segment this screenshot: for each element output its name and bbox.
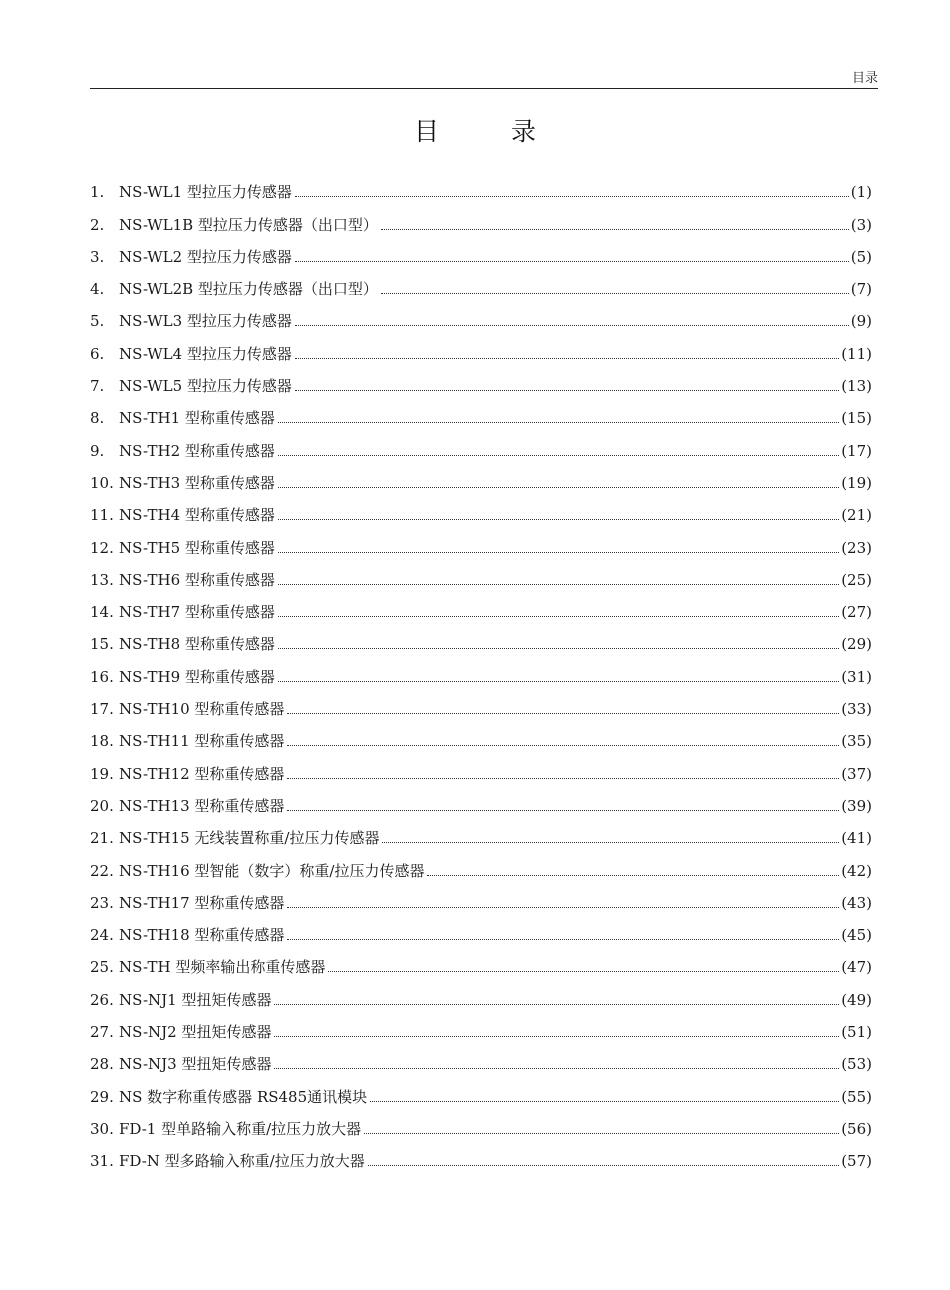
toc-entry[interactable] <box>90 752 872 784</box>
toc-entry-number: 16. <box>90 667 114 686</box>
toc-dot-leader <box>295 390 839 391</box>
toc-dot-leader <box>287 939 839 940</box>
toc-entry-title: NS-TH10 型称重传感器 <box>119 700 285 719</box>
toc-entry-title: FD-N 型多路输入称重/拉压力放大器 <box>119 1152 365 1171</box>
toc-entry-title: NS-TH17 型称重传感器 <box>119 893 285 912</box>
toc-entry-title: NS-WL5 型拉压力传感器 <box>119 377 292 396</box>
toc-dot-leader <box>278 422 839 423</box>
toc-entry-page: (33) <box>841 700 872 719</box>
toc-dot-leader <box>287 778 839 779</box>
toc-entry-page: (37) <box>841 764 872 783</box>
toc-entry-title: NS-TH18 型称重传感器 <box>119 926 285 945</box>
toc-entry-number: 11. <box>90 506 114 525</box>
toc-dot-leader <box>278 519 839 520</box>
toc-dot-leader <box>278 455 839 456</box>
toc-dot-leader <box>274 1004 839 1005</box>
toc-dot-leader <box>278 552 839 553</box>
toc-dot-leader <box>278 648 839 649</box>
toc-dot-leader <box>295 261 849 262</box>
toc-dot-leader <box>427 875 839 876</box>
toc-entry[interactable] <box>90 720 872 752</box>
toc-entry-title: NS-TH4 型称重传感器 <box>119 506 275 525</box>
toc-entry-number: 27. <box>90 1023 114 1042</box>
toc-entry-page: (3) <box>850 215 872 234</box>
toc-entry[interactable] <box>90 978 872 1010</box>
toc-entry-title: NS-TH13 型称重传感器 <box>119 796 285 815</box>
toc-entry-number: 4. <box>90 280 105 299</box>
toc-entry[interactable] <box>90 946 872 978</box>
toc-dot-leader <box>278 616 839 617</box>
toc-entry-title: NS-TH11 型称重传感器 <box>119 732 285 751</box>
toc-dot-leader <box>295 325 849 326</box>
toc-entry-page: (51) <box>841 1023 872 1042</box>
toc-entry-page: (25) <box>841 570 872 589</box>
toc-dot-leader <box>364 1133 839 1134</box>
toc-entry-page: (41) <box>841 829 872 848</box>
toc-entry-title: NS-TH2 型称重传感器 <box>119 441 275 460</box>
toc-entry-title: NS-WL3 型拉压力传感器 <box>119 312 292 331</box>
toc-dot-leader <box>278 681 839 682</box>
toc-entry-page: (9) <box>850 312 872 331</box>
toc-entry[interactable] <box>90 332 872 364</box>
toc-entry-number: 13. <box>90 570 114 589</box>
toc-entry-number: 5. <box>90 312 105 331</box>
toc-entry-page: (49) <box>841 990 872 1009</box>
toc-entry-page: (45) <box>841 926 872 945</box>
toc-entry[interactable] <box>90 171 872 203</box>
toc-entry[interactable] <box>90 365 872 397</box>
toc-dot-leader <box>381 293 849 294</box>
toc-entry-page: (23) <box>841 538 872 557</box>
toc-entry-page: (29) <box>841 635 872 654</box>
toc-dot-leader <box>274 1036 839 1037</box>
toc-entry[interactable] <box>90 1043 872 1075</box>
toc-entry-page: (11) <box>841 344 872 363</box>
toc-entry-title: NS-WL1 型拉压力传感器 <box>119 183 292 202</box>
toc-entry-page: (7) <box>850 280 872 299</box>
toc-entry-title: NS-WL1B 型拉压力传感器（出口型） <box>119 215 378 234</box>
toc-entry-page: (21) <box>841 506 872 525</box>
toc-entry-page: (42) <box>841 861 872 880</box>
toc-dot-leader <box>287 810 839 811</box>
toc-dot-leader <box>381 229 849 230</box>
toc-entry[interactable] <box>90 623 872 655</box>
toc-entry-page: (55) <box>841 1087 872 1106</box>
toc-entry[interactable] <box>90 203 872 235</box>
toc-entry-title: NS-TH5 型称重传感器 <box>119 538 275 557</box>
toc-dot-leader <box>278 584 839 585</box>
toc-entry-number: 19. <box>90 764 114 783</box>
toc-entry-title: NS-WL4 型拉压力传感器 <box>119 344 292 363</box>
toc-entry-number: 20. <box>90 796 114 815</box>
toc-entry-title: NS-NJ3 型扭矩传感器 <box>119 1055 272 1074</box>
toc-entry-number: 18. <box>90 732 114 751</box>
toc-entry-page: (39) <box>841 796 872 815</box>
toc-entry[interactable] <box>90 397 872 429</box>
toc-entry-page: (47) <box>841 958 872 977</box>
toc-entry-title: NS-NJ1 型扭矩传感器 <box>119 990 272 1009</box>
toc-dot-leader <box>274 1068 839 1069</box>
toc-entry-number: 10. <box>90 473 114 492</box>
toc-entry-number: 26. <box>90 990 114 1009</box>
toc-entry-number: 12. <box>90 538 114 557</box>
toc-entry[interactable] <box>90 1011 872 1043</box>
toc-entry[interactable] <box>90 429 872 461</box>
toc-entry[interactable] <box>90 591 872 623</box>
toc-entry-number: 28. <box>90 1055 114 1074</box>
toc-entry[interactable] <box>90 236 872 268</box>
toc-entry-page: (57) <box>841 1152 872 1171</box>
toc-entry-page: (53) <box>841 1055 872 1074</box>
toc-entry-title: NS 数字称重传感器 RS485通讯模块 <box>119 1087 368 1106</box>
toc-entry-number: 9. <box>90 441 105 460</box>
toc-entry[interactable] <box>90 526 872 558</box>
toc-entry[interactable] <box>90 688 872 720</box>
toc-dot-leader <box>287 713 839 714</box>
toc-entry-number: 25. <box>90 958 114 977</box>
toc-entry-title: NS-TH15 无线装置称重/拉压力传感器 <box>119 829 380 848</box>
header-label: 目录 <box>851 71 878 86</box>
toc-dot-leader <box>287 907 839 908</box>
toc-entry-number: 14. <box>90 603 114 622</box>
toc-entry-number: 23. <box>90 893 114 912</box>
toc-entry-page: (1) <box>850 183 872 202</box>
toc-entry-number: 30. <box>90 1119 114 1138</box>
toc-entry[interactable] <box>90 914 872 946</box>
page-header <box>90 66 878 89</box>
toc-entry-page: (15) <box>841 409 872 428</box>
toc-entry[interactable] <box>90 559 872 591</box>
table-of-contents <box>90 171 872 1172</box>
toc-entry-page: (31) <box>841 667 872 686</box>
toc-entry-number: 6. <box>90 344 105 363</box>
toc-entry[interactable] <box>90 817 872 849</box>
toc-entry[interactable] <box>90 882 872 914</box>
toc-entry-page: (5) <box>850 247 872 266</box>
toc-entry-number: 1. <box>90 183 105 202</box>
toc-entry-number: 22. <box>90 861 114 880</box>
toc-entry-number: 15. <box>90 635 114 654</box>
toc-entry-number: 29. <box>90 1087 114 1106</box>
toc-entry[interactable] <box>90 1108 872 1140</box>
toc-entry-title: NS-TH6 型称重传感器 <box>119 570 275 589</box>
toc-entry-title: NS-TH3 型称重传感器 <box>119 473 275 492</box>
toc-entry-title: NS-TH7 型称重传感器 <box>119 603 275 622</box>
toc-entry-number: 24. <box>90 926 114 945</box>
toc-entry-page: (17) <box>841 441 872 460</box>
toc-entry[interactable] <box>90 655 872 687</box>
toc-entry-title: NS-TH 型频率输出称重传感器 <box>119 958 326 977</box>
toc-entry[interactable] <box>90 785 872 817</box>
toc-entry-title: NS-TH12 型称重传感器 <box>119 764 285 783</box>
toc-entry[interactable] <box>90 1140 872 1172</box>
toc-entry-title: NS-TH1 型称重传感器 <box>119 409 275 428</box>
toc-dot-leader <box>368 1165 839 1166</box>
toc-dot-leader <box>370 1101 839 1102</box>
toc-entry-page: (27) <box>841 603 872 622</box>
toc-entry[interactable] <box>90 494 872 526</box>
toc-entry[interactable] <box>90 1075 872 1107</box>
toc-dot-leader <box>382 842 839 843</box>
toc-dot-leader <box>278 487 839 488</box>
toc-entry-title: NS-TH8 型称重传感器 <box>119 635 275 654</box>
toc-entry-number: 31. <box>90 1152 114 1171</box>
toc-entry-page: (35) <box>841 732 872 751</box>
toc-entry-title: FD-1 型单路输入称重/拉压力放大器 <box>119 1119 362 1138</box>
toc-entry-page: (43) <box>841 893 872 912</box>
toc-dot-leader <box>295 196 849 197</box>
toc-entry-page: (19) <box>841 473 872 492</box>
toc-entry[interactable] <box>90 268 872 300</box>
toc-entry-title: NS-TH9 型称重传感器 <box>119 667 275 686</box>
toc-entry-title: NS-WL2 型拉压力传感器 <box>119 247 292 266</box>
toc-entry-title: NS-NJ2 型扭矩传感器 <box>119 1023 272 1042</box>
toc-dot-leader <box>295 358 839 359</box>
toc-entry[interactable] <box>90 462 872 494</box>
toc-entry-page: (56) <box>841 1119 872 1138</box>
toc-entry-number: 17. <box>90 700 114 719</box>
toc-entry-number: 21. <box>90 829 114 848</box>
toc-entry-page: (13) <box>841 377 872 396</box>
page-title: 目 录 <box>414 117 568 146</box>
toc-entry-number: 7. <box>90 377 105 396</box>
toc-entry-title: NS-WL2B 型拉压力传感器（出口型） <box>119 280 378 299</box>
toc-entry[interactable] <box>90 300 872 332</box>
toc-entry[interactable] <box>90 849 872 881</box>
toc-entry-number: 2. <box>90 215 105 234</box>
toc-entry-title: NS-TH16 型智能（数字）称重/拉压力传感器 <box>119 861 425 880</box>
toc-dot-leader <box>287 745 839 746</box>
toc-entry-number: 3. <box>90 247 105 266</box>
toc-entry-number: 8. <box>90 409 105 428</box>
toc-dot-leader <box>328 971 839 972</box>
